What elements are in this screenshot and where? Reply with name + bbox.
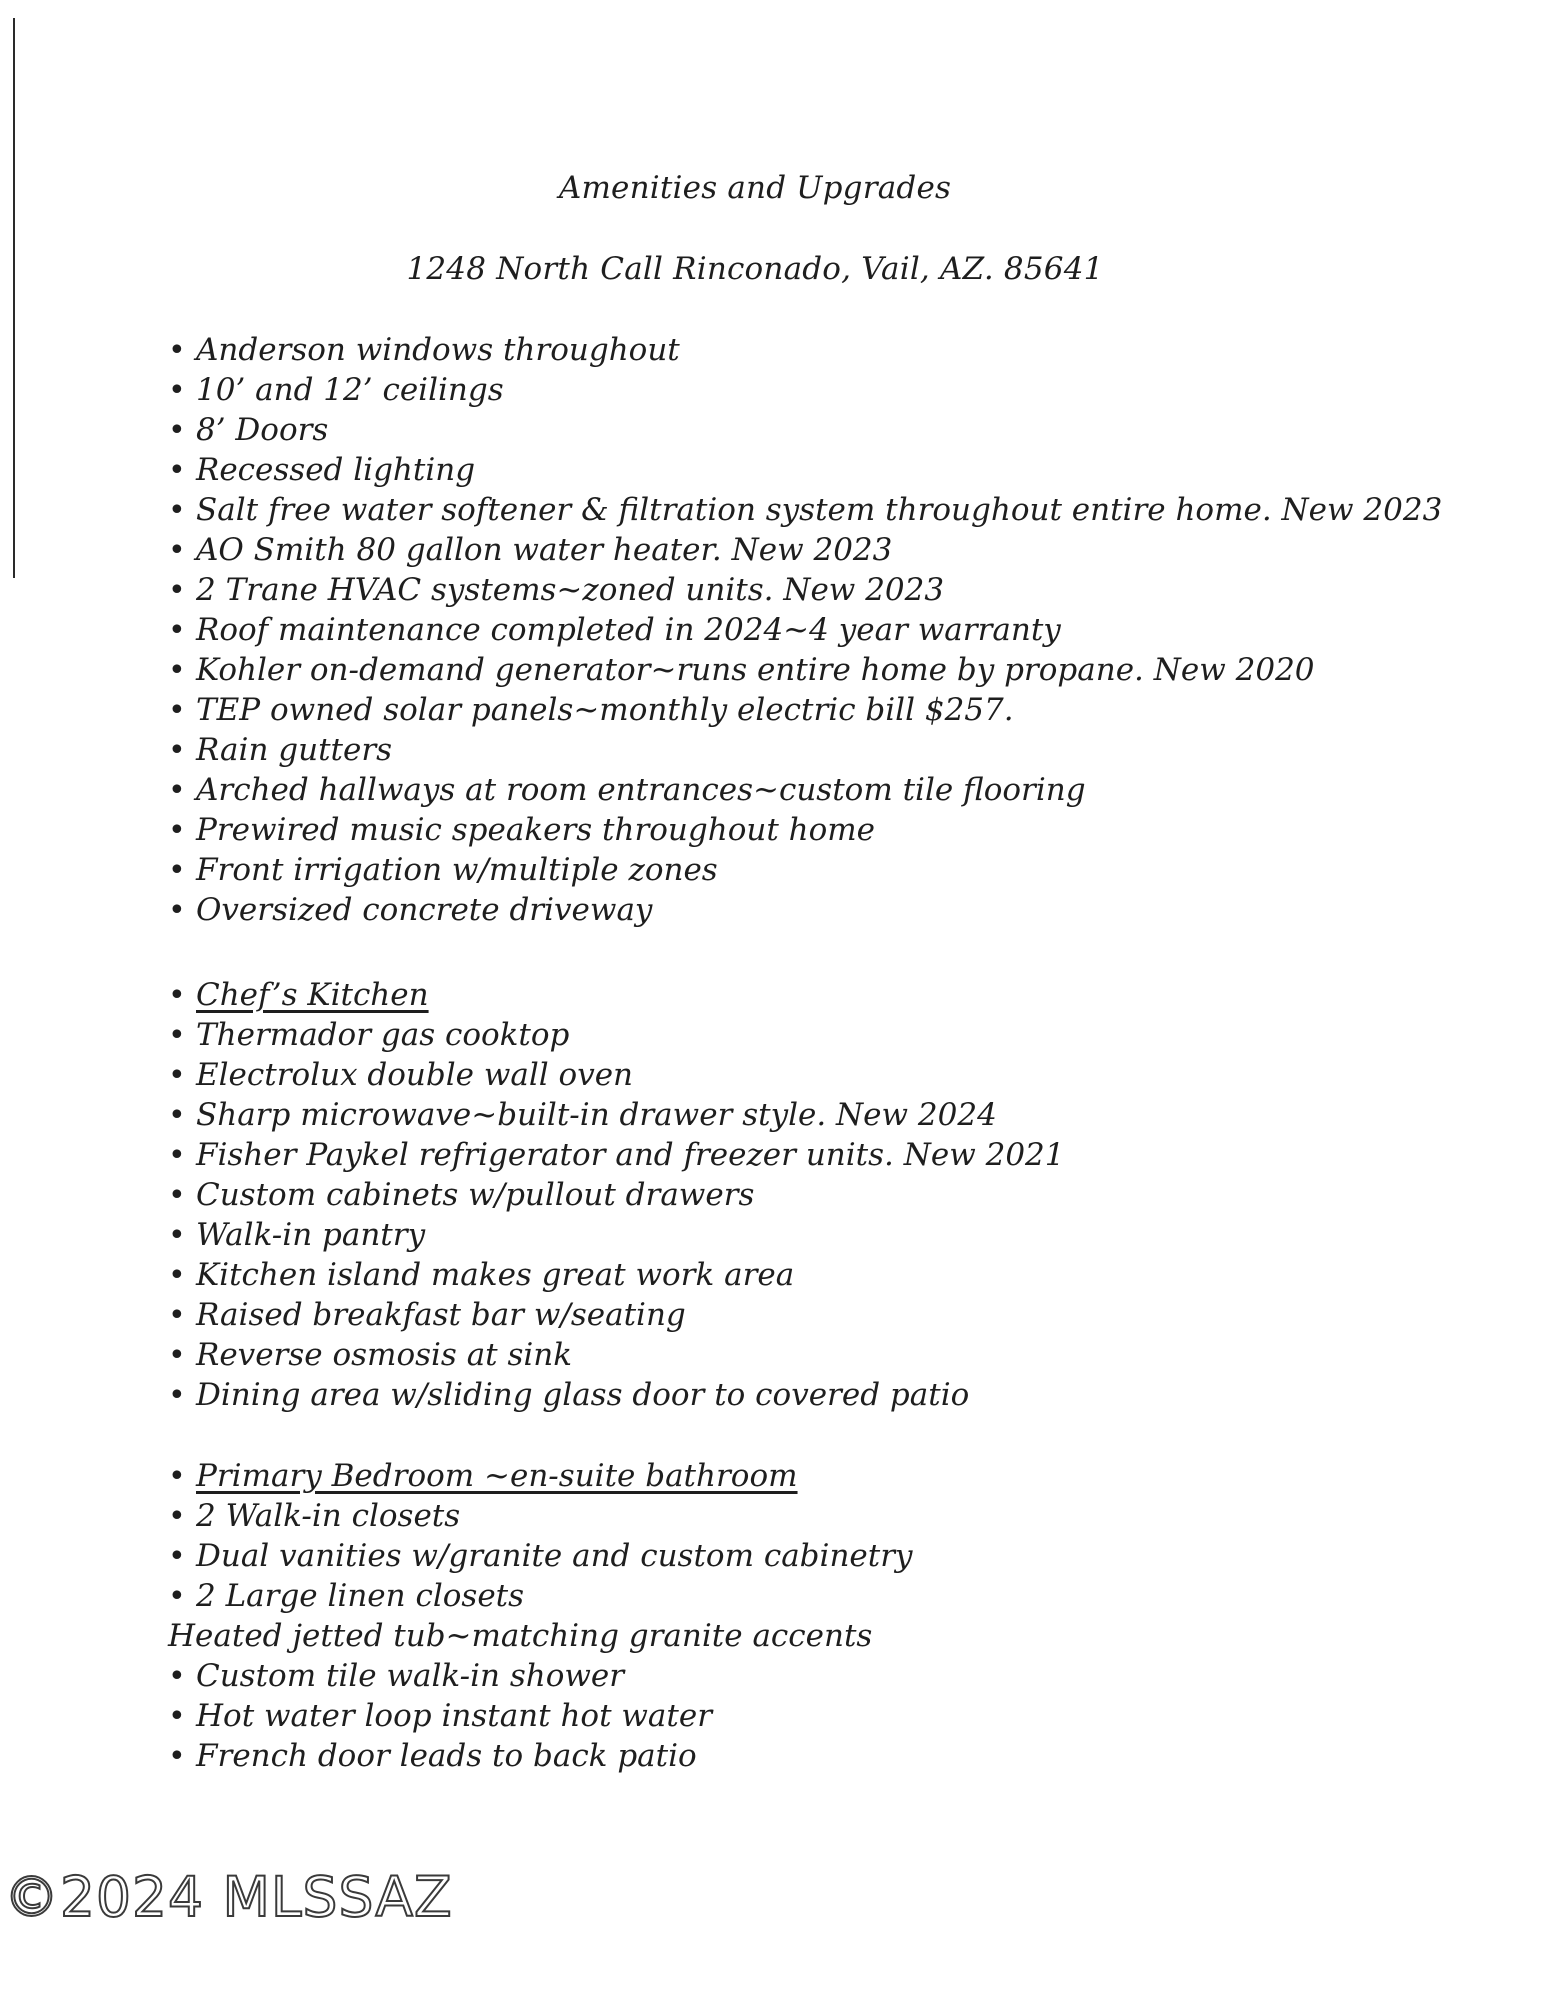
list-item bbox=[168, 410, 328, 451]
bullet-icon: • bbox=[168, 978, 186, 1013]
item-text: Kohler on-demand generator~runs entire home by propane. New 2020 bbox=[196, 652, 1315, 688]
bullet-icon: • bbox=[168, 413, 186, 448]
item-text: TEP owned solar panels~monthly electric bill $257. bbox=[196, 692, 1014, 728]
bullet-icon: • bbox=[168, 653, 186, 688]
list-item bbox=[168, 1656, 624, 1697]
bullet-icon: • bbox=[168, 373, 186, 408]
item-text: Hot water loop instant hot water bbox=[196, 1698, 713, 1734]
bullet-icon: • bbox=[168, 813, 186, 848]
bullet-icon: • bbox=[168, 893, 186, 928]
item-text: Reverse osmosis at sink bbox=[196, 1337, 573, 1373]
item-text: French door leads to back patio bbox=[196, 1738, 697, 1774]
item-text: 2 Large linen closets bbox=[196, 1578, 525, 1614]
list-item bbox=[168, 690, 1014, 731]
item-text: Sharp microwave~built-in drawer style. New 2024 bbox=[196, 1097, 997, 1133]
item-text: 10’ and 12’ ceilings bbox=[196, 372, 504, 408]
bullet-icon: • bbox=[168, 1098, 186, 1133]
list-item bbox=[168, 1335, 572, 1376]
list-item bbox=[168, 1496, 460, 1537]
list-item bbox=[168, 1736, 697, 1777]
list-item bbox=[168, 730, 392, 771]
bullet-icon: • bbox=[168, 1378, 186, 1413]
plain-line bbox=[168, 1616, 872, 1656]
bullet-icon: • bbox=[168, 1138, 186, 1173]
list-item bbox=[168, 1375, 969, 1416]
list-item bbox=[168, 450, 475, 491]
item-text: Oversized concrete driveway bbox=[196, 892, 653, 928]
item-text: AO Smith 80 gallon water heater. New 2023 bbox=[196, 532, 893, 568]
item-text: 8’ Doors bbox=[196, 412, 329, 448]
section-heading: Chef’s Kitchen bbox=[196, 977, 429, 1013]
item-text: Custom tile walk-in shower bbox=[196, 1658, 625, 1694]
item-text: Rain gutters bbox=[196, 732, 393, 768]
bullet-icon: • bbox=[168, 1298, 186, 1333]
item-text: 2 Trane HVAC systems~zoned units. New 2023 bbox=[196, 572, 945, 608]
bullet-icon: • bbox=[168, 453, 186, 488]
section-heading: Primary Bedroom ~en-suite bathroom bbox=[196, 1458, 798, 1494]
bullet-icon: • bbox=[168, 1058, 186, 1093]
item-text: Dual vanities w/granite and custom cabinetry bbox=[196, 1538, 913, 1574]
bullet-icon: • bbox=[168, 1699, 186, 1734]
bullet-icon: • bbox=[168, 1258, 186, 1293]
bullet-icon: • bbox=[168, 1499, 186, 1534]
item-text: Raised breakfast bar w/seating bbox=[196, 1297, 686, 1333]
item-text: Custom cabinets w/pullout drawers bbox=[196, 1177, 755, 1213]
item-text: Roof maintenance completed in 2024~4 year warranty bbox=[196, 612, 1061, 648]
list-item bbox=[168, 850, 718, 891]
bullet-icon: • bbox=[168, 853, 186, 888]
item-text: Walk-in pantry bbox=[196, 1217, 426, 1253]
bullet-icon: • bbox=[168, 693, 186, 728]
bullet-icon: • bbox=[168, 1338, 186, 1373]
bullet-icon: • bbox=[168, 1218, 186, 1253]
bullet-icon: • bbox=[168, 613, 186, 648]
list-item bbox=[168, 1255, 794, 1296]
bullet-icon: • bbox=[168, 1579, 186, 1614]
list-item bbox=[168, 1215, 425, 1256]
list-item bbox=[168, 1295, 686, 1336]
list-item bbox=[168, 770, 1086, 811]
item-text: Thermador gas cooktop bbox=[196, 1017, 570, 1053]
kitchen-heading bbox=[168, 975, 429, 1016]
property-address: 1248 North Call Rinconado, Vail, AZ. 85641 bbox=[406, 251, 1104, 287]
list-item bbox=[168, 1576, 524, 1617]
list-item bbox=[168, 1175, 754, 1216]
list-item bbox=[168, 1696, 712, 1737]
list-item bbox=[168, 330, 680, 371]
bullet-icon: • bbox=[168, 733, 186, 768]
bullet-icon: • bbox=[168, 333, 186, 368]
list-item bbox=[168, 1135, 1064, 1176]
document-title: Amenities and Upgrades bbox=[558, 170, 952, 206]
list-item bbox=[168, 890, 652, 931]
item-text: Dining area w/sliding glass door to covered patio bbox=[196, 1377, 970, 1413]
item-text: Kitchen island makes great work area bbox=[196, 1257, 795, 1293]
list-item bbox=[168, 810, 875, 851]
list-item bbox=[168, 1015, 569, 1056]
bullet-icon: • bbox=[168, 1539, 186, 1574]
bullet-icon: • bbox=[168, 773, 186, 808]
list-item bbox=[168, 610, 1061, 651]
item-text: Salt free water softener & filtration system throughout entire home. New 2023 bbox=[196, 492, 1443, 528]
item-text: Recessed lighting bbox=[196, 452, 476, 488]
page-edge-line bbox=[13, 18, 15, 578]
list-item bbox=[168, 1536, 913, 1577]
item-text: Arched hallways at room entrances~custom tile flooring bbox=[196, 772, 1086, 808]
list-item bbox=[168, 370, 504, 411]
bullet-icon: • bbox=[168, 533, 186, 568]
item-text: Heated jetted tub~matching granite accents bbox=[168, 1618, 873, 1654]
list-item bbox=[168, 1055, 633, 1096]
bullet-icon: • bbox=[168, 1659, 186, 1694]
bedroom-heading bbox=[168, 1456, 798, 1497]
bullet-icon: • bbox=[168, 493, 186, 528]
list-item bbox=[168, 650, 1315, 691]
item-text: Prewired music speakers throughout home bbox=[196, 812, 876, 848]
bullet-icon: • bbox=[168, 1459, 186, 1494]
item-text: Electrolux double wall oven bbox=[196, 1057, 634, 1093]
list-item bbox=[168, 570, 944, 611]
list-item bbox=[168, 490, 1442, 531]
bullet-icon: • bbox=[168, 1018, 186, 1053]
item-text: Anderson windows throughout bbox=[196, 332, 680, 368]
item-text: Fisher Paykel refrigerator and freezer units. New 2021 bbox=[196, 1137, 1065, 1173]
item-text: 2 Walk-in closets bbox=[196, 1498, 461, 1534]
list-item bbox=[168, 1095, 997, 1136]
bullet-icon: • bbox=[168, 573, 186, 608]
item-text: Front irrigation w/multiple zones bbox=[196, 852, 718, 888]
list-item bbox=[168, 530, 892, 571]
bullet-icon: • bbox=[168, 1739, 186, 1774]
mls-watermark: ©2024 MLSSAZ bbox=[4, 1865, 453, 1929]
bullet-icon: • bbox=[168, 1178, 186, 1213]
